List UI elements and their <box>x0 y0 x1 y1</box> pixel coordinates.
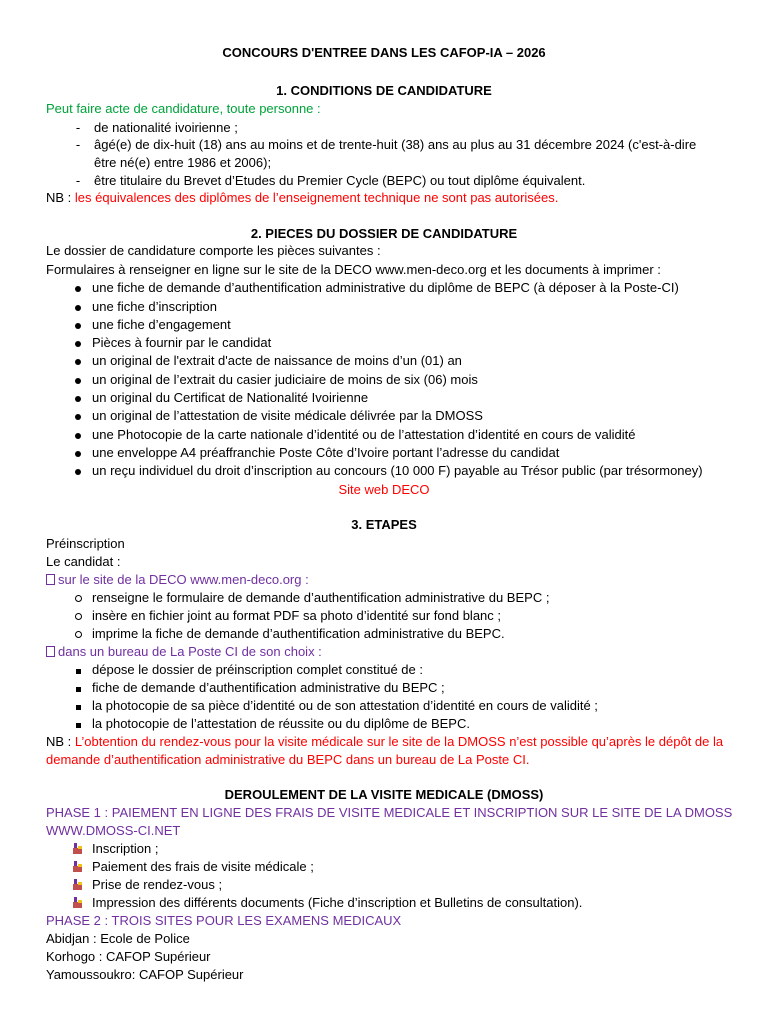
pointing-hand-icon <box>72 842 84 855</box>
document-page: CONCOURS D'ENTREE DANS LES CAFOP-IA – 2026 1. CONDITIONS DE CANDIDATURE Peut faire acte de candidature, toute personne : - de nationalité ivoirienne ; - âgé(e) de dix-huit (18) ans au moins et de trente-huit (38) ans au plus au 31 décembre 2024 (c'est-à-dire être né(e) entre 1986 et 2006); - être titulaire du Brevet d’Etudes du Premier Cycle (BEPC) ou tout diplôme équivalent. NB : les équivalences des diplômes de l’enseignement technique ne sont pas autorisées. 2. PIECES DU DOSSIER DE CANDIDATURE Le dossier de candidature comporte les pièces suivantes : Formulaires à renseigner en ligne sur le site de la DECO www.men-deco.org et les documents à imprimer : une fiche de demande d’authentification administrative du diplôme de BEPC (à déposer à la Poste-CI) une fiche d’inscription une fiche d’engagement Pièces à fournir par le candidat un original de l'extrait d'acte de naissance de moins d’un (01) an un original de l’extrait du casier judiciaire de moins de six (06) mois un original du Certificat de Nationalité Ivoirienne un original de l’attestation de visite médicale délivrée par la DMOSS une Photocopie de la carte nationale d’identité ou de l’attestation d’identité en cours de validité une enveloppe A4 préaffranchie Poste Côte d’Ivoire portant l’adresse du candidat un reçu individuel du droit d’inscription au concours (10 000 F) payable au Trésor public (par trésormoney) Site web DECO 3. ETAPES Préinscription Le candidat : sur le site de la DECO www.men-deco.org : renseigne le formulaire de demande d’authentification administrative du BEPC ; insère en fichier joint au format PDF sa photo d’identité sur fond blanc ; imprime la fiche de demande d’authentification administrative du BEPC. dans un bureau de La Poste CI de son choix : dépose le dossier de préinscription complet constitué de : fiche de demande d’authentification administrative du BEPC ; la photocopie de sa pièce d’identité ou de son attestation d’identité en cours de validité ; la photocopie de l’attestation de réussite ou du diplôme de BEPC. NB : L’obtention du rendez-vous pour la visite médicale sur le site de la DMOSS n’est possible qu’après le dépôt de la demande d’authentification administrative du BEPC dans un bureau de La Poste CI. DEROULEMENT DE LA VISITE MEDICALE (DMOSS) PHASE 1 : PAIEMENT EN LIGNE DES FRAIS DE VISITE MEDICALE ET INSCRIPTION SUR LE SITE DE LA DMOSS WWW.DMOSS-CI.NET Inscription ; Paiement des frais de visite médicale ; Prise de rendez-vous ; Impression des différents documents (Fiche d’inscription et Bulletins de consultation). PHASE 2 : TROIS SITES POUR LES EXAMENS MEDICAUX Abidjan : Ecole de Police Korhogo : CAFOP Supérieur Yamoussoukro: CAFOP Supérieur <box>0 0 768 1024</box>
phase-1-heading: PHASE 1 : PAIEMENT EN LIGNE DES FRAIS DE VISITE MEDICALE ET INSCRIPTION SUR LE SITE DE LA DMOSS <box>46 805 733 820</box>
exam-site: Korhogo : CAFOP Supérieur <box>46 949 211 964</box>
section-2-intro: Le dossier de candidature comporte les pièces suivantes : <box>46 243 381 258</box>
exam-site: Abidjan : Ecole de Police <box>46 931 190 946</box>
poste-step-heading: dans un bureau de La Poste CI de son choix : <box>46 643 722 661</box>
section-4-heading: DEROULEMENT DE LA VISITE MEDICALE (DMOSS) <box>224 787 544 802</box>
preinscription-label: Préinscription <box>46 536 125 551</box>
deco-step-heading: sur le site de la DECO www.men-deco.org : <box>46 571 722 589</box>
condition-item: - âgé(e) de dix-huit (18) ans au moins et de trente-huit (38) ans au plus au 31 décembre 2024 (c'est-à-dire être né(e) entre 1986 et 2006); <box>75 137 697 170</box>
pointing-hand-icon <box>72 896 84 909</box>
section-1-note: NB : les équivalences des diplômes de l’enseignement technique ne sont pas autorisées. <box>46 190 559 205</box>
section-2-forms-intro: Formulaires à renseigner en ligne sur le site de la DECO www.men-deco.org et les documents à imprimer : <box>46 262 661 277</box>
section-3-note: NB : L’obtention du rendez-vous pour la visite médicale sur le site de la DMOSS n’est possible qu’après le dépôt de la <box>46 734 724 749</box>
section-3-heading: 3. ETAPES <box>351 517 417 532</box>
pointing-hand-icon <box>72 860 84 873</box>
exam-site: Yamoussoukro: CAFOP Supérieur <box>46 967 244 982</box>
section-2-heading: 2. PIECES DU DOSSIER DE CANDIDATURE <box>250 226 518 241</box>
candidate-label: Le candidat : <box>46 554 121 569</box>
section-1-intro: Peut faire acte de candidature, toute personne : <box>46 101 321 116</box>
checkbox-icon <box>46 646 55 657</box>
document-title: CONCOURS D'ENTREE DANS LES CAFOP-IA – 2026 <box>222 45 546 60</box>
phase-2-heading: PHASE 2 : TROIS SITES POUR LES EXAMENS MEDICAUX <box>46 913 402 928</box>
deco-website-link[interactable]: Site web DECO <box>338 482 430 497</box>
section-3-note-cont: demande d’authentification administrative du BEPC dans un bureau de La Poste CI. <box>46 752 530 767</box>
section-1-heading: 1. CONDITIONS DE CANDIDATURE <box>276 83 492 98</box>
checkbox-icon <box>46 574 55 585</box>
pointing-hand-icon <box>72 878 84 891</box>
phase-1-website[interactable]: WWW.DMOSS-CI.NET <box>46 823 181 838</box>
